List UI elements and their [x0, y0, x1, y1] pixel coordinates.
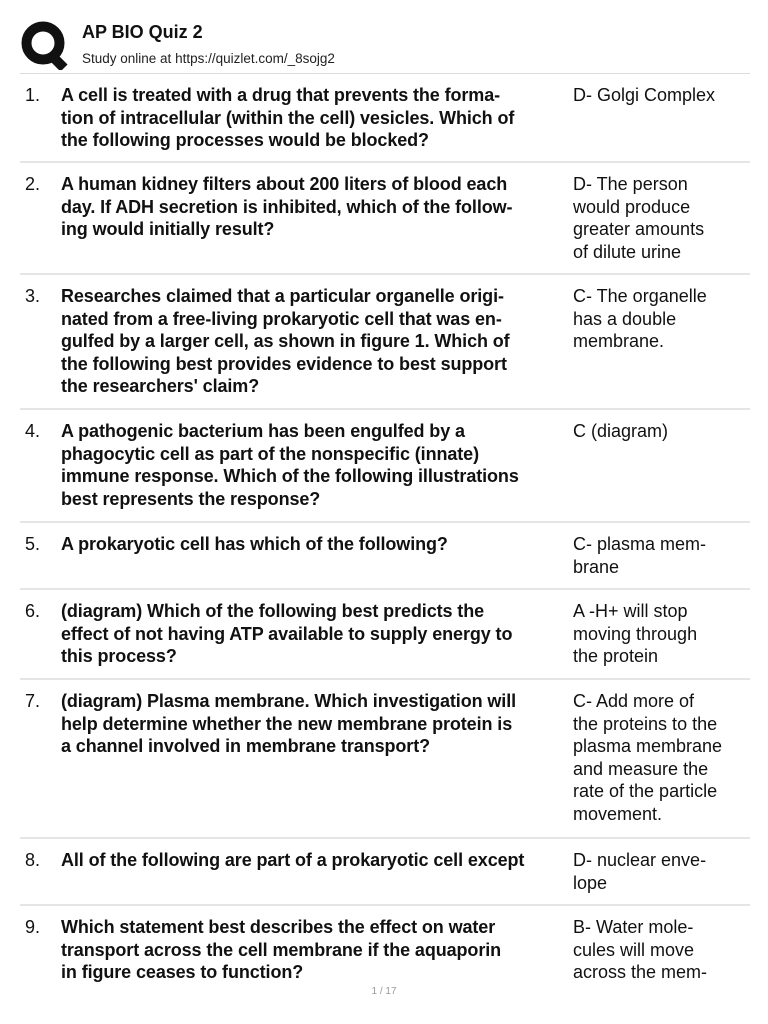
card-answer: A -H+ will stop moving through the protein: [573, 601, 698, 666]
card-question: Researches claimed that a particular organelle origi- nated from a free-living prokaryotic cell that was en- gulfed by a larger cell, as shown in figure 1. Which of the following best provides evidence to best support the researchers' claim?: [61, 286, 510, 396]
card-number: 1.: [25, 85, 41, 105]
card-answer: B- Water mole- cules will move across the mem-: [573, 917, 708, 982]
page-header: [20, 20, 750, 72]
flashcard: [20, 275, 750, 410]
flashcard: [20, 410, 750, 523]
flashcard: [20, 74, 750, 163]
page-number: 1 / 17: [371, 986, 397, 997]
card-question: A prokaryotic cell has which of the following?: [61, 534, 448, 554]
flashcard-list: [20, 74, 750, 988]
card-number: 5.: [25, 534, 41, 554]
card-answer: C- plasma mem- brane: [573, 534, 707, 577]
card-number: 4.: [25, 421, 41, 441]
card-number: 3.: [25, 286, 41, 306]
card-answer: C (diagram): [573, 421, 669, 441]
card-question: A cell is treated with a drug that prevents the forma- tion of intracellular (within the cell) vesicles. Which of the following processes would be blocked?: [61, 85, 515, 150]
flashcard: [20, 906, 750, 988]
study-online-link[interactable]: Study online at https://quizlet.com/_8sojg2: [82, 51, 335, 66]
card-question: All of the following are part of a prokaryotic cell except: [61, 850, 525, 870]
quizlet-logo-icon: [20, 20, 70, 70]
card-number: 6.: [25, 601, 41, 621]
card-question: (diagram) Plasma membrane. Which investigation will help determine whether the new membrane protein is a channel involved in membrane transport?: [61, 691, 517, 756]
flashcard: [20, 590, 750, 680]
card-number: 2.: [25, 174, 41, 194]
card-answer: D- nuclear enve- lope: [573, 850, 707, 893]
card-answer: D- Golgi Complex: [573, 85, 716, 105]
page-title: AP BIO Quiz 2: [82, 22, 203, 42]
card-question: A human kidney filters about 200 liters of blood each day. If ADH secretion is inhibited, which of the follow- ing would initially result?: [61, 174, 513, 239]
flashcard: [20, 680, 750, 839]
card-answer: C- The organelle has a double membrane.: [573, 286, 707, 351]
card-answer: C- Add more of the proteins to the plasma membrane and measure the rate of the particle movement.: [573, 691, 723, 824]
flashcard: [20, 163, 750, 275]
flashcard: [20, 523, 750, 590]
card-number: 7.: [25, 691, 41, 711]
card-number: 9.: [25, 917, 41, 937]
card-number: 8.: [25, 850, 41, 870]
card-question: Which statement best describes the effect on water transport across the cell membrane if the aquaporin in figure ceases to function?: [61, 917, 502, 982]
card-question: (diagram) Which of the following best predicts the effect of not having ATP available to supply energy to this process?: [61, 601, 513, 666]
card-question: A pathogenic bacterium has been engulfed by a phagocytic cell as part of the nonspecific (innate) immune response. Which of the following illustrations best represents the response?: [61, 421, 519, 509]
card-answer: D- The person would produce greater amounts of dilute urine: [573, 174, 705, 262]
flashcard: [20, 839, 750, 906]
